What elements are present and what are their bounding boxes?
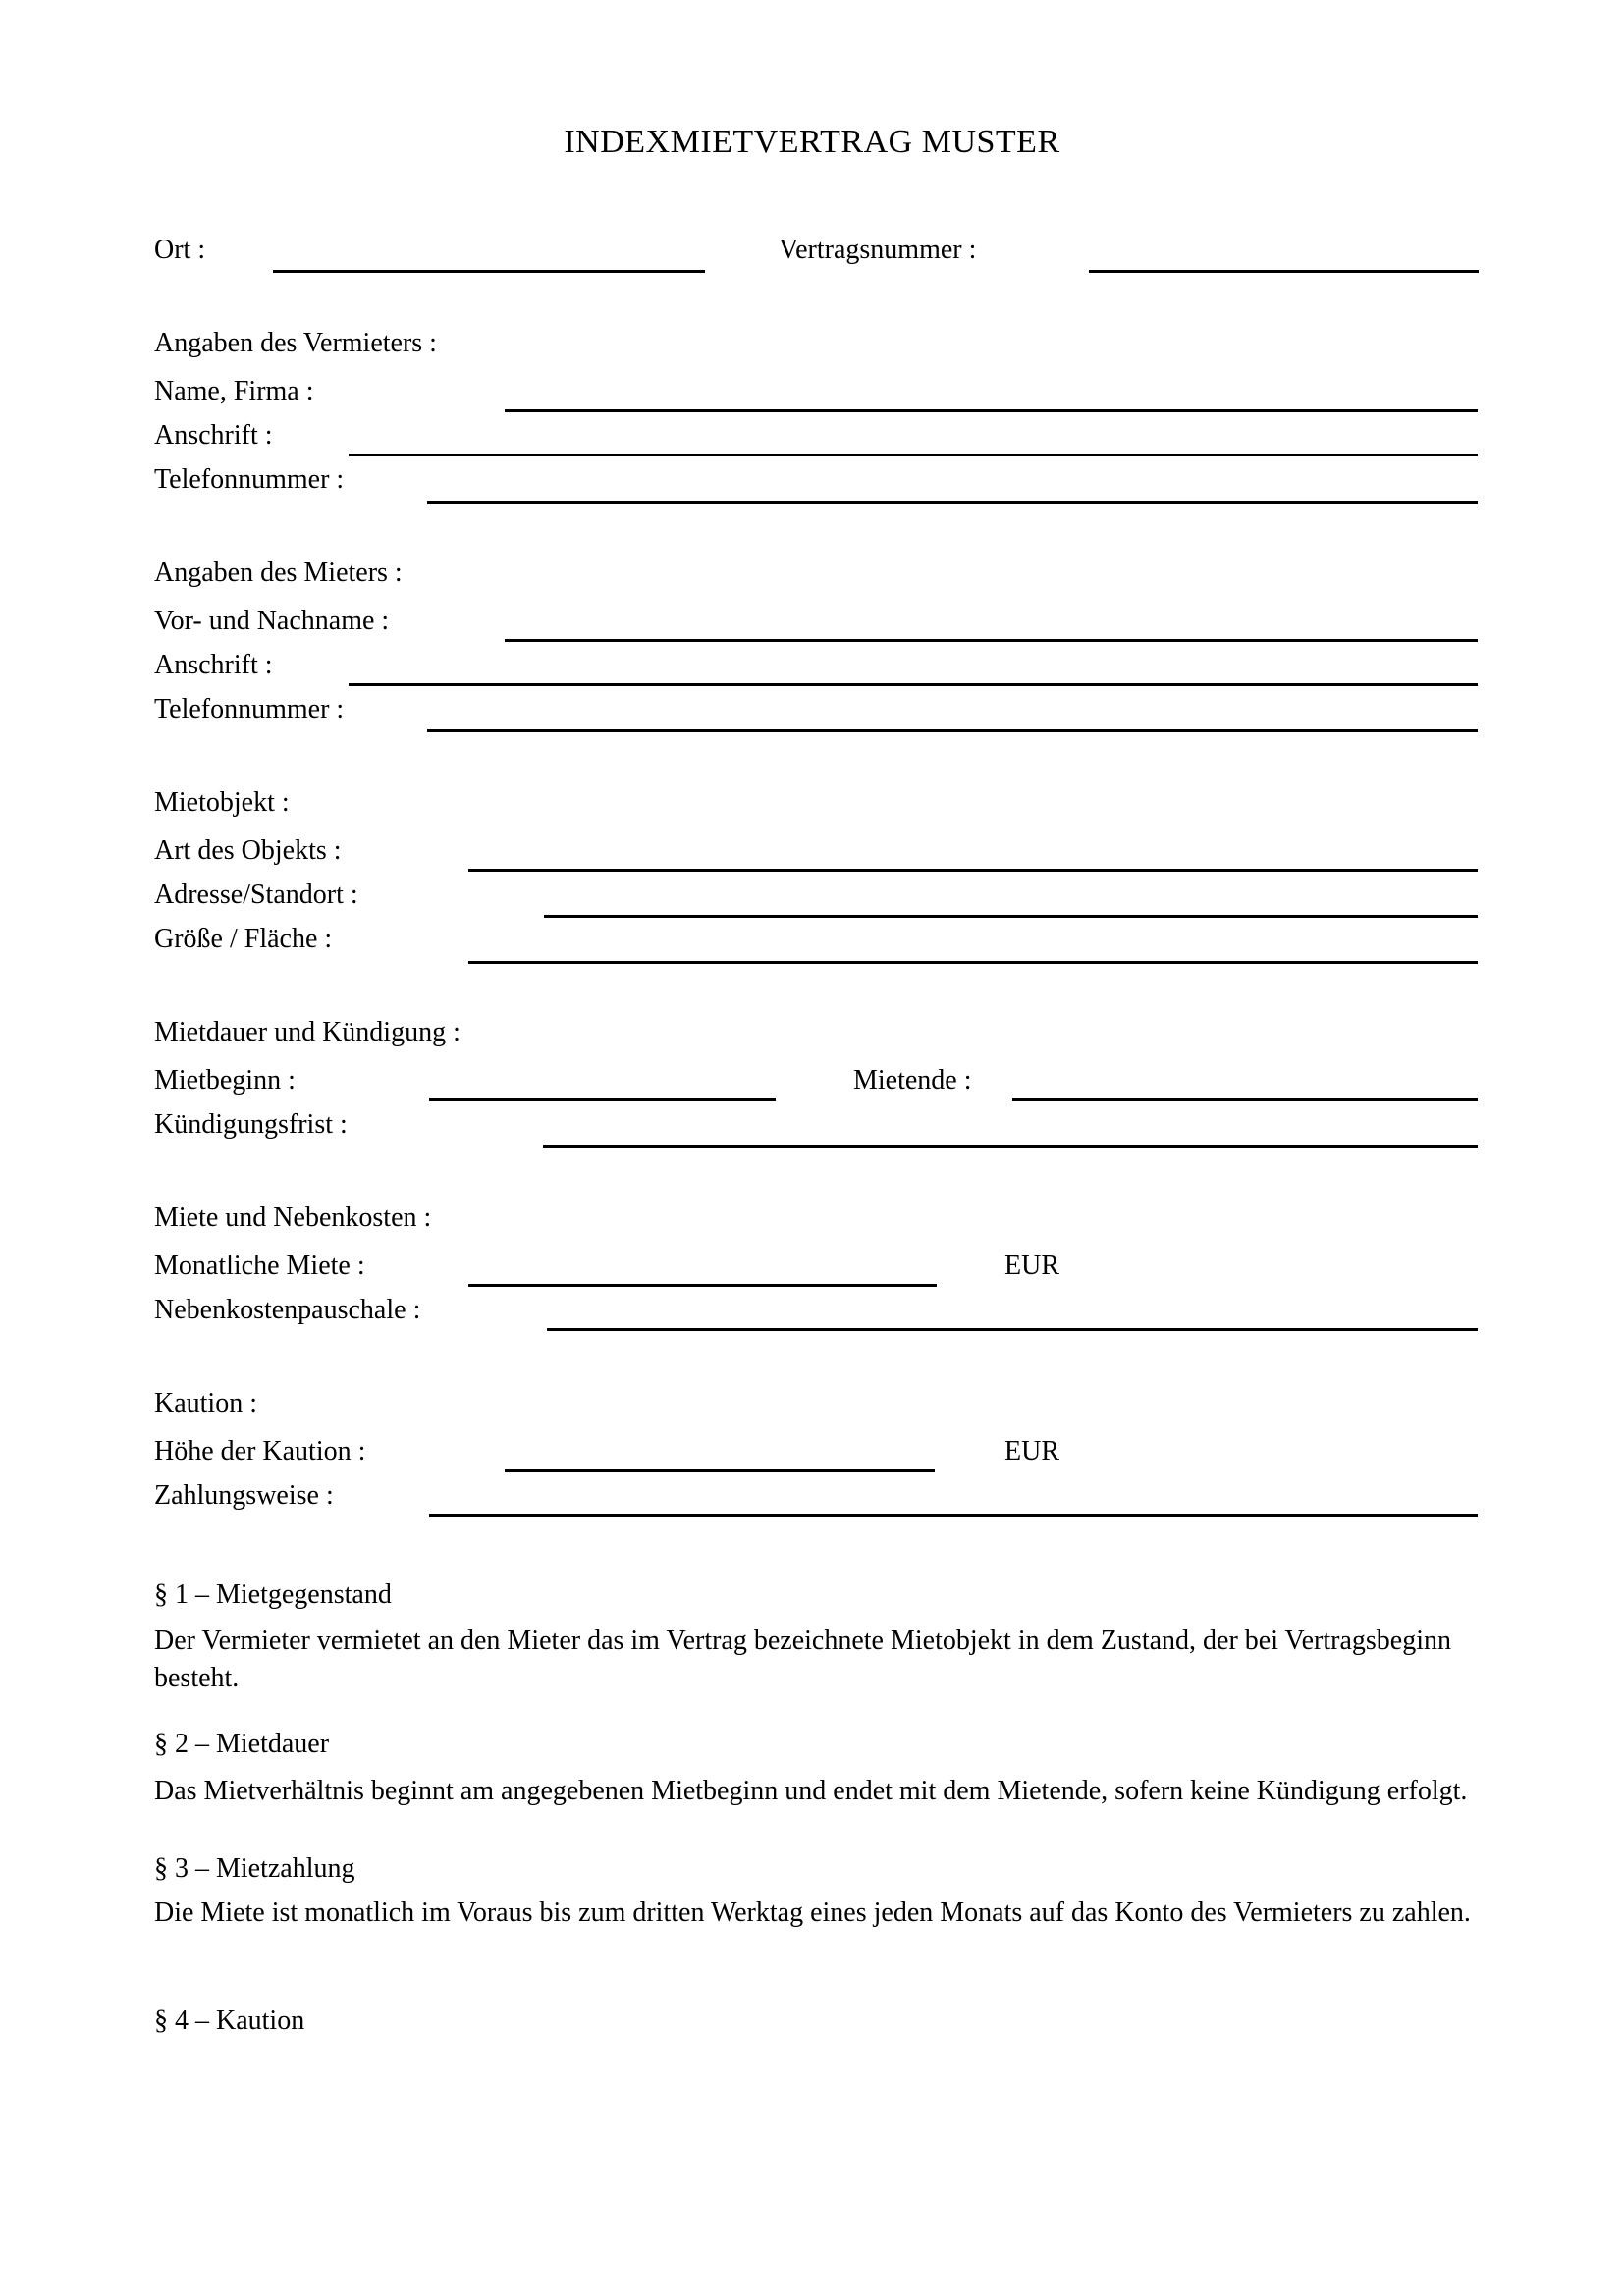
nebenkostenpauschale-label: Nebenkostenpauschale : — [154, 1295, 421, 1325]
mieter-section-heading: Angaben des Mieters : — [154, 558, 403, 588]
art-des-objekts-field-line[interactable] — [468, 869, 1478, 872]
mieter-name-field-line[interactable] — [505, 639, 1478, 642]
vermieter-name-label: Name, Firma : — [154, 376, 314, 406]
mieter-telefon-label: Telefonnummer : — [154, 694, 345, 724]
vermieter-anschrift-label: Anschrift : — [154, 420, 273, 451]
vertragsnummer-field-line[interactable] — [1089, 270, 1479, 273]
kuendigungsfrist-field-line[interactable] — [543, 1145, 1478, 1148]
groesse-flaeche-label: Größe / Fläche : — [154, 924, 333, 954]
zahlungsweise-label: Zahlungsweise : — [154, 1480, 334, 1511]
mieter-name-label: Vor- und Nachname : — [154, 606, 390, 636]
section-3-heading: § 3 – Mietzahlung — [154, 1853, 355, 1884]
section-1-body: Der Vermieter vermietet an den Mieter das im Vertrag bezeichnete Mietobjekt in dem Zustand, der bei Vertragsbeginn besteht. — [154, 1626, 1451, 1693]
art-des-objekts-label: Art des Objekts : — [154, 835, 342, 866]
section-2-heading: § 2 – Mietdauer — [154, 1729, 330, 1759]
vertragsnummer-label: Vertragsnummer : — [779, 235, 977, 265]
mietdauer-section-heading: Mietdauer und Kündigung : — [154, 1017, 460, 1047]
section-3-body: Die Miete ist monatlich im Voraus bis zum dritten Werktag eines jeden Monats auf das Konto des Vermieters zu zahlen. — [154, 1897, 1471, 1928]
hoehe-der-kaution-label: Höhe der Kaution : — [154, 1436, 366, 1467]
section-2-body: Das Mietverhältnis beginnt am angegebenen Mietbeginn und endet mit dem Mietende, sofern keine Kündigung erfolgt. — [154, 1776, 1468, 1806]
mieter-anschrift-field-line[interactable] — [349, 683, 1478, 686]
mieter-anschrift-label: Anschrift : — [154, 650, 273, 680]
ort-label: Ort : — [154, 235, 206, 265]
vermieter-anschrift-field-line[interactable] — [349, 454, 1478, 456]
kuendigungsfrist-label: Kündigungsfrist : — [154, 1109, 348, 1140]
zahlungsweise-field-line[interactable] — [429, 1514, 1478, 1517]
groesse-flaeche-field-line[interactable] — [468, 961, 1478, 964]
mieter-telefon-field-line[interactable] — [427, 729, 1478, 732]
mietbeginn-field-line[interactable] — [429, 1098, 776, 1101]
ort-field-line[interactable] — [273, 270, 705, 273]
section-4-heading: § 4 – Kaution — [154, 2005, 305, 2036]
vermieter-section-heading: Angaben des Vermieters : — [154, 328, 437, 358]
miete-section-heading: Miete und Nebenkosten : — [154, 1202, 432, 1233]
monatliche-miete-label: Monatliche Miete : — [154, 1251, 365, 1281]
adresse-standort-label: Adresse/Standort : — [154, 880, 358, 910]
monatliche-miete-field-line[interactable] — [468, 1284, 937, 1287]
vermieter-telefon-label: Telefonnummer : — [154, 464, 345, 495]
mietende-label: Mietende : — [853, 1065, 972, 1095]
kaution-section-heading: Kaution : — [154, 1388, 257, 1418]
mietbeginn-label: Mietbeginn : — [154, 1065, 296, 1095]
hoehe-der-kaution-field-line[interactable] — [505, 1469, 935, 1472]
vermieter-telefon-field-line[interactable] — [427, 501, 1478, 504]
monatliche-miete-eur-label: EUR — [1004, 1251, 1059, 1281]
nebenkostenpauschale-field-line[interactable] — [547, 1328, 1478, 1331]
page-title: INDEXMIETVERTRAG MUSTER — [564, 124, 1060, 160]
mietobjekt-section-heading: Mietobjekt : — [154, 787, 290, 818]
section-1-heading: § 1 – Mietgegenstand — [154, 1579, 392, 1610]
mietende-field-line[interactable] — [1012, 1098, 1478, 1101]
kaution-eur-label: EUR — [1004, 1436, 1059, 1467]
adresse-standort-field-line[interactable] — [544, 915, 1478, 918]
vermieter-name-field-line[interactable] — [505, 409, 1478, 412]
